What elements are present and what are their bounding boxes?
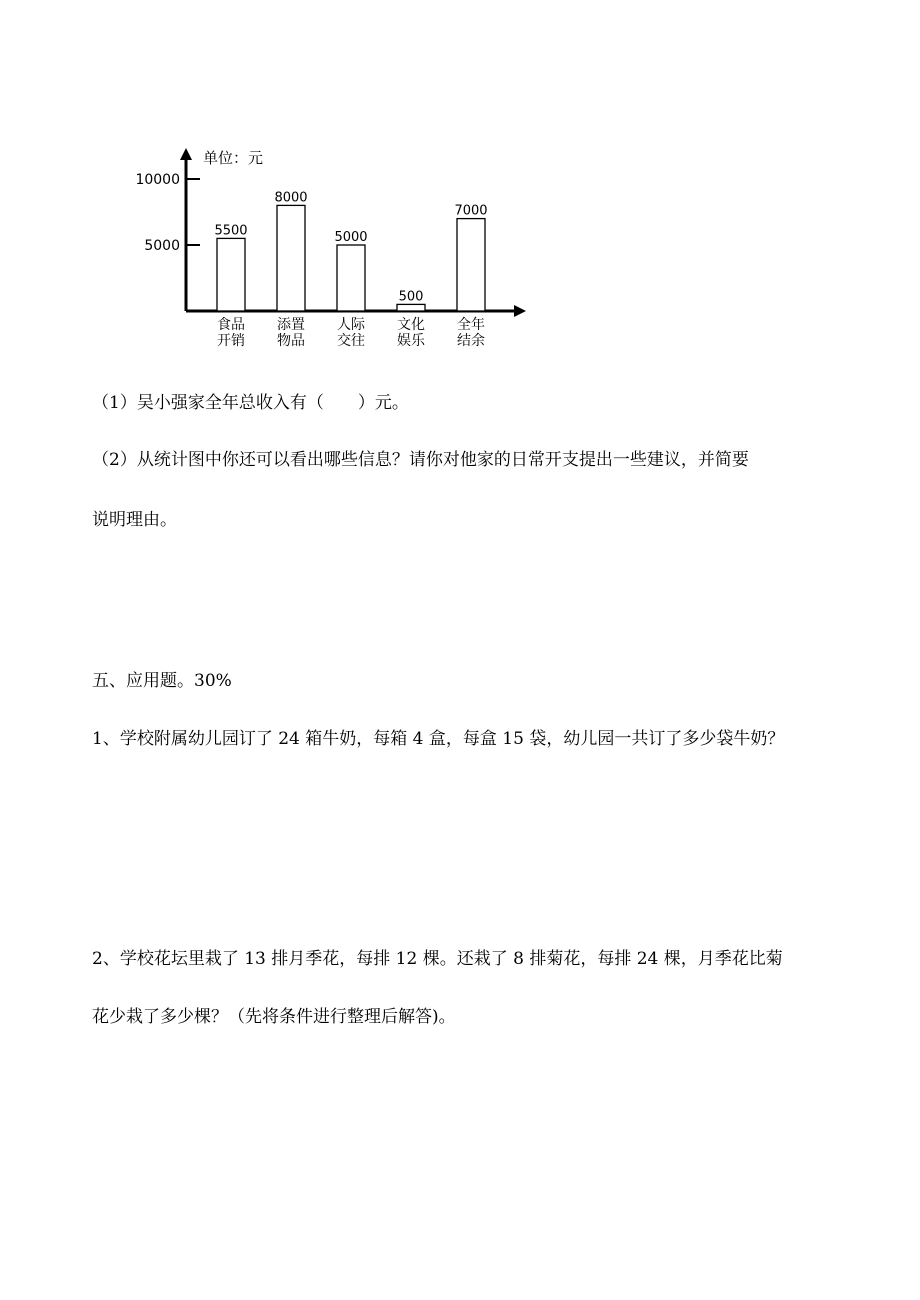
bar: [217, 238, 245, 311]
category-label: 人际: [337, 317, 365, 333]
question-2-line-2: 说明理由。: [92, 510, 177, 530]
bar: [457, 219, 485, 311]
category-label: 交往: [337, 333, 365, 349]
y-tick-label: 10000: [135, 172, 180, 188]
x-axis-arrow: [514, 305, 526, 317]
category-label: 娱乐: [397, 333, 425, 349]
bar: [277, 205, 305, 311]
bar-chart: [120, 140, 540, 360]
question-2-line-1: （2）从统计图中你还可以看出哪些信息？请你对他家的日常开支提出一些建议，并简要: [92, 450, 749, 470]
question-1: （1）吴小强家全年总收入有（ ）元。: [92, 393, 409, 413]
bar-value-label: 8000: [274, 190, 308, 206]
bar-value-label: 500: [398, 289, 424, 305]
bar: [337, 245, 365, 311]
problem-2-line-2: 花少栽了多少棵？（先将条件进行整理后解答)。: [92, 1007, 456, 1027]
y-tick-label: 5000: [144, 238, 180, 254]
category-label: 文化: [397, 317, 425, 333]
category-label: 食品: [217, 317, 245, 333]
section-5-title: 五、应用题。30%: [92, 671, 232, 691]
problem-1: 1、学校附属幼儿园订了 24 箱牛奶，每箱 4 盒，每盒 15 袋，幼儿园一共订了多少袋牛奶？: [92, 729, 785, 749]
bar-value-label: 7000: [454, 203, 488, 219]
category-label: 物品: [277, 333, 305, 349]
category-label: 全年: [457, 317, 485, 333]
category-label: 结余: [457, 333, 485, 349]
unit-label: 单位：元: [203, 149, 264, 167]
problem-2-line-1: 2、学校花坛里栽了 13 排月季花，每排 12 棵。还栽了 8 排菊花，每排 24 棵，月季花比菊: [92, 949, 783, 969]
y-axis-arrow: [180, 148, 192, 160]
bar-value-label: 5000: [334, 230, 368, 245]
category-label: 添置: [277, 317, 305, 333]
bar: [397, 304, 425, 311]
bar-value-label: 5500: [214, 223, 248, 239]
category-label: 开销: [217, 333, 245, 349]
